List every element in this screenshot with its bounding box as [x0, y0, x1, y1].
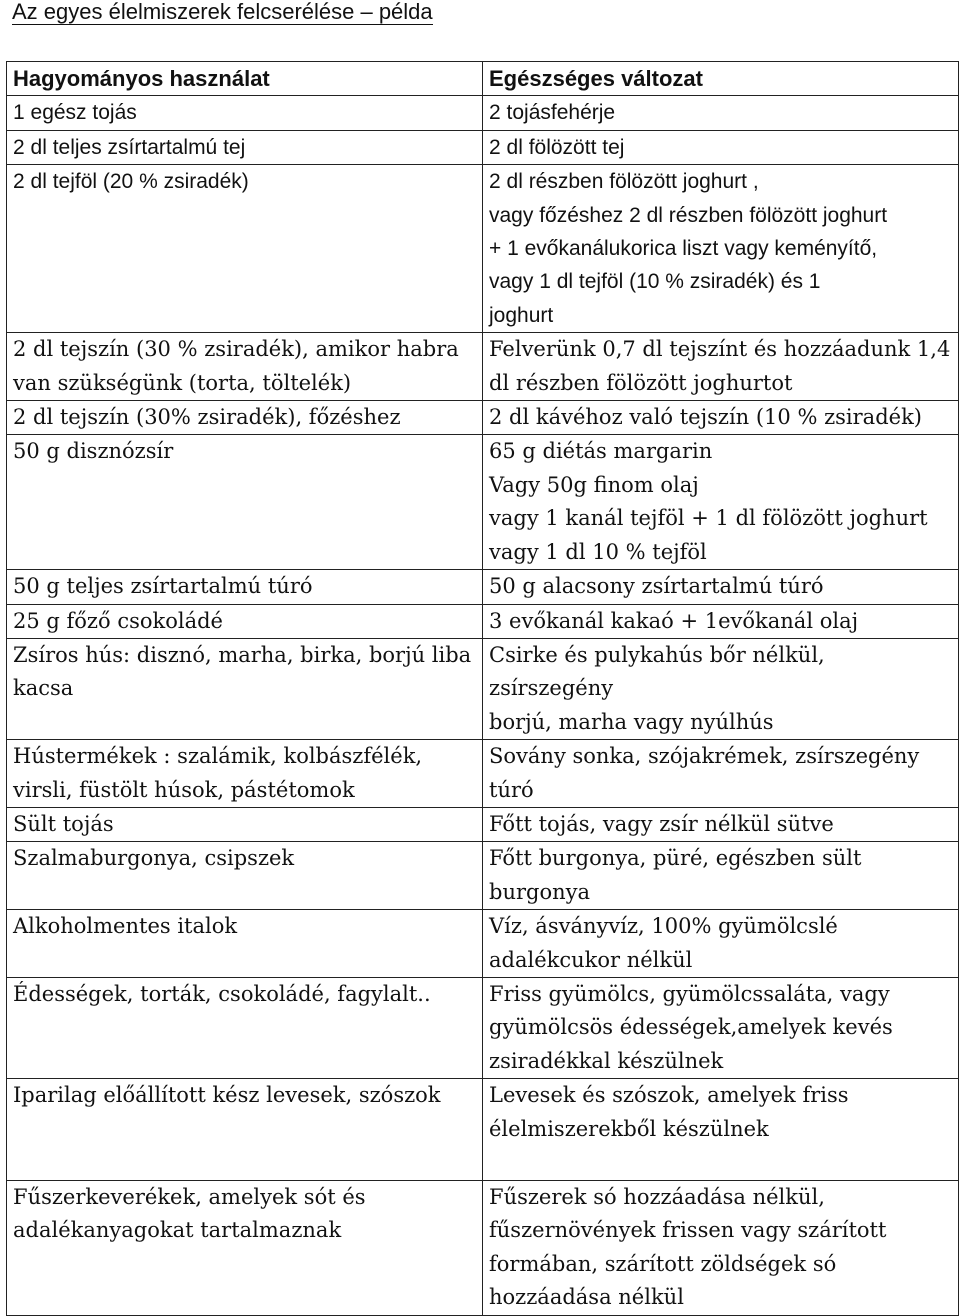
table-row — [7, 435, 959, 570]
table-row — [7, 96, 959, 130]
traditional-cell: Sült tojás — [7, 807, 483, 841]
traditional-cell: 25 g főző csokoládé — [7, 604, 483, 638]
healthy-cell: Sovány sonka, szójakrémek, zsírszegény túró — [483, 740, 959, 808]
header-traditional: Hagyományos használat — [7, 62, 483, 96]
traditional-cell: Édességek, torták, csokoládé, fagylalt.. — [7, 977, 483, 1078]
traditional-cell: 50 g disznózsír — [7, 435, 483, 570]
healthy-cell: 65 g diétás margarin Vagy 50g finom olaj vagy 1 kanál tejföl + 1 dl fölözött joghurt vagy 1 dl 10 % tejföl — [483, 435, 959, 570]
traditional-cell: 2 dl tejszín (30 % zsiradék), amikor habra van szükségünk (torta, töltelék) — [7, 333, 483, 401]
table-row — [7, 638, 959, 739]
traditional-cell: Hústermékek : szalámik, kolbászfélék, virsli, füstölt húsok, pástétomok — [7, 740, 483, 808]
traditional-cell: Alkoholmentes italok — [7, 910, 483, 978]
header-healthy: Egészséges változat — [483, 62, 959, 96]
table-row — [7, 130, 959, 164]
table-header-row — [7, 62, 959, 96]
table-row — [7, 165, 959, 333]
healthy-cell: 50 g alacsony zsírtartalmú túró — [483, 570, 959, 604]
traditional-cell: Zsíros hús: disznó, marha, birka, borjú liba kacsa — [7, 638, 483, 739]
traditional-cell: 2 dl teljes zsírtartalmú tej — [7, 130, 483, 164]
traditional-cell: 2 dl tejszín (30% zsiradék), főzéshez — [7, 401, 483, 435]
traditional-cell: Fűszerkeverékek, amelyek sót és adalékanyagokat tartalmaznak — [7, 1181, 483, 1316]
healthy-cell: 2 dl kávéhoz való tejszín (10 % zsiradék) — [483, 401, 959, 435]
healthy-cell: 2 dl fölözött tej — [483, 130, 959, 164]
healthy-cell: Víz, ásványvíz, 100% gyümölcslé adalékcukor nélkül — [483, 910, 959, 978]
table-row — [7, 401, 959, 435]
table-row — [7, 910, 959, 978]
table-row — [7, 977, 959, 1078]
page-title: Az egyes élelmiszerek felcserélése – példa — [12, 0, 433, 24]
traditional-cell: 1 egész tojás — [7, 96, 483, 130]
traditional-cell: 2 dl tejföl (20 % zsiradék) — [7, 165, 483, 333]
healthy-cell: 2 dl részben fölözött joghurt , vagy főzéshez 2 dl részben fölözött joghurt + 1 evőkanálukorica liszt vagy keményítő, vagy 1 dl tejföl (10 % zsiradék) és 1 joghurt — [483, 165, 959, 333]
traditional-cell: Szalmaburgonya, csipszek — [7, 842, 483, 910]
healthy-cell: Felverünk 0,7 dl tejszínt és hozzáadunk 1,4 dl részben fölözött joghurtot — [483, 333, 959, 401]
healthy-cell: 3 evőkanál kakaó + 1evőkanál olaj — [483, 604, 959, 638]
table-row — [7, 842, 959, 910]
traditional-cell: 50 g teljes zsírtartalmú túró — [7, 570, 483, 604]
healthy-cell: Fűszerek só hozzáadása nélkül, fűszernövények frissen vagy szárított formában, szárított zöldségek só hozzáadása nélkül — [483, 1181, 959, 1316]
table-row — [7, 1079, 959, 1181]
table-row — [7, 570, 959, 604]
healthy-cell: Levesek és szószok, amelyek friss élelmiszerekből készülnek — [483, 1079, 959, 1181]
table-row — [7, 740, 959, 808]
table-row — [7, 1181, 959, 1316]
healthy-cell: 2 tojásfehérje — [483, 96, 959, 130]
healthy-cell: Friss gyümölcs, gyümölcssaláta, vagy gyümölcsös édességek,amelyek kevés zsiradékkal készülnek — [483, 977, 959, 1078]
traditional-cell: Iparilag előállított kész levesek, szószok — [7, 1079, 483, 1181]
table-row — [7, 333, 959, 401]
table-row — [7, 807, 959, 841]
healthy-cell: Csirke és pulykahús bőr nélkül, zsírszegény borjú, marha vagy nyúlhús — [483, 638, 959, 739]
healthy-cell: Főtt burgonya, püré, egészben sült burgonya — [483, 842, 959, 910]
table-row — [7, 604, 959, 638]
healthy-cell: Főtt tojás, vagy zsír nélkül sütve — [483, 807, 959, 841]
food-substitution-table — [6, 61, 959, 1316]
